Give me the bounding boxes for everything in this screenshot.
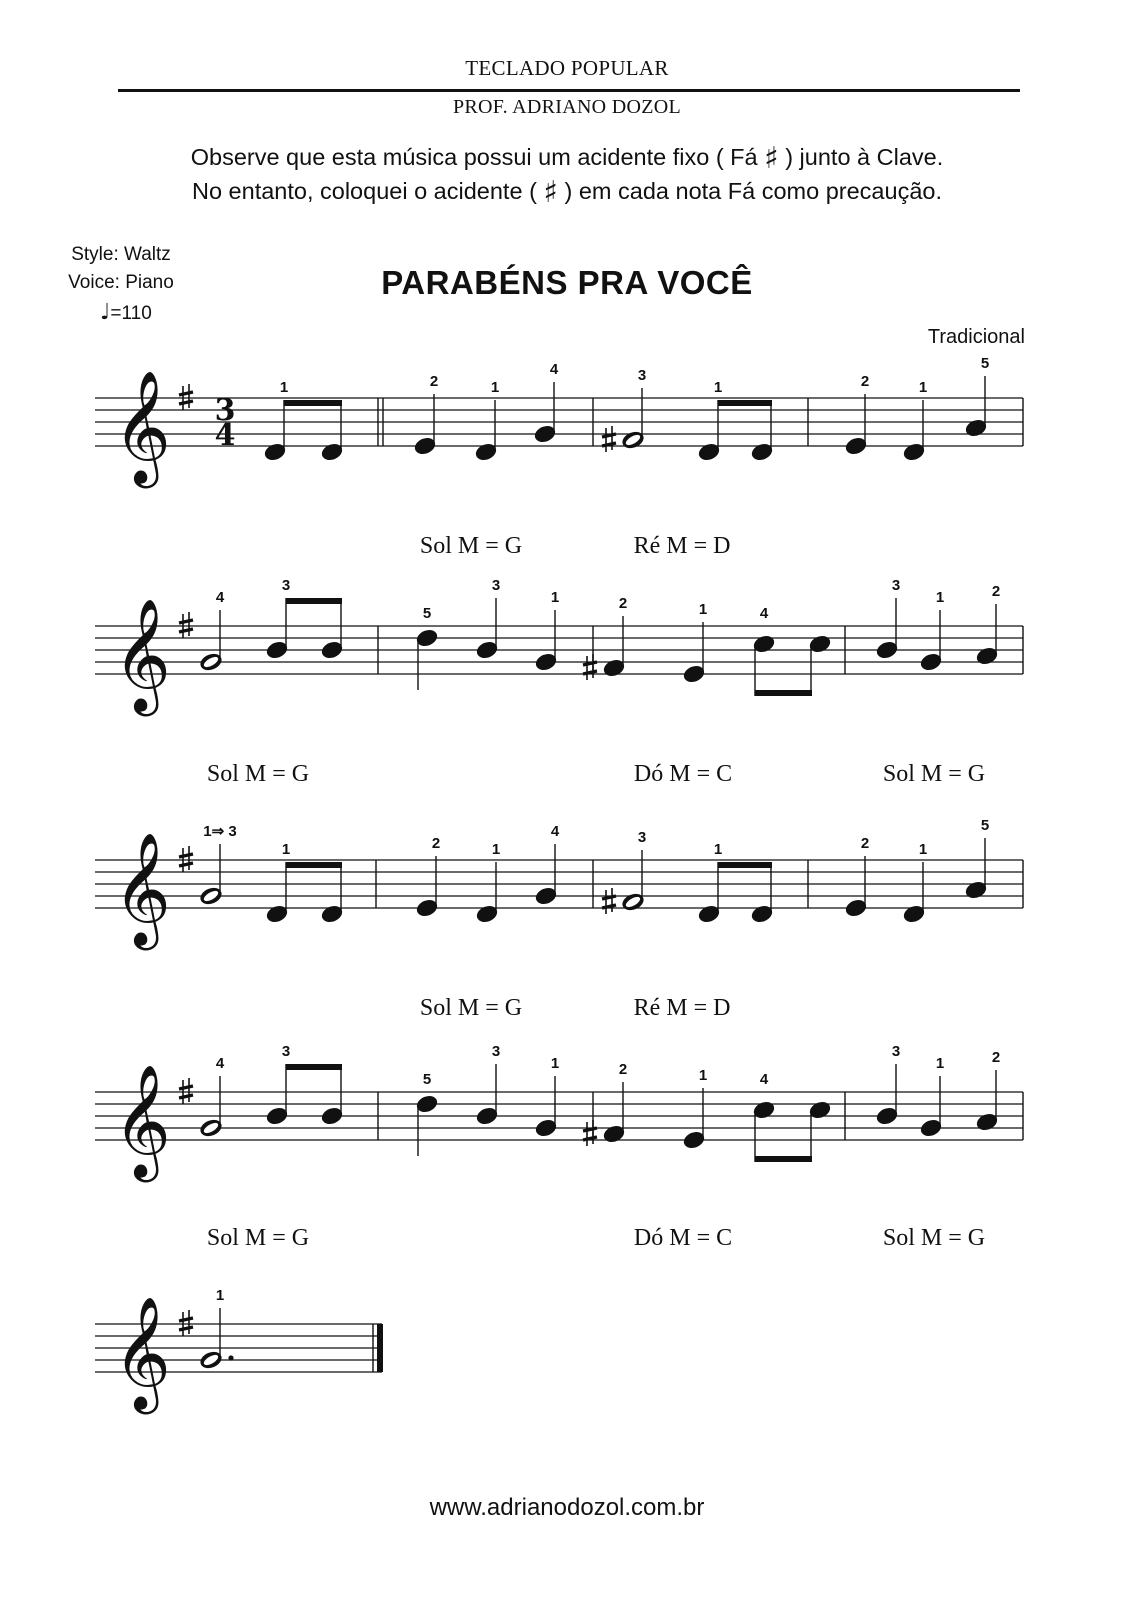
fingering-number: 3 xyxy=(491,577,501,594)
fingering-number: 4 xyxy=(215,1055,225,1072)
fingering-number: 5 xyxy=(422,1071,432,1088)
fingering-number: 2 xyxy=(860,373,870,390)
fingering-number: 2 xyxy=(991,1049,1001,1066)
fingering-number: 2 xyxy=(429,373,439,390)
fingering-number: 5 xyxy=(422,605,432,622)
website-url: www.adrianodozol.com.br xyxy=(429,1494,705,1521)
key-signature-sharp-icon xyxy=(179,1078,193,1104)
key-signature-sharp-icon xyxy=(179,846,193,872)
fingering-number: 2 xyxy=(991,583,1001,600)
fingering-number: 1 xyxy=(550,589,560,606)
accidental-sharp-icon xyxy=(602,888,616,914)
final-barline-thick xyxy=(377,1324,383,1372)
fingering-number: 3 xyxy=(491,1043,501,1060)
fingering-number: 1 xyxy=(698,1067,708,1084)
fingering-number: 2 xyxy=(618,595,628,612)
beam xyxy=(286,1064,342,1070)
chord-label: Sol M = G xyxy=(882,761,986,787)
accidental-sharp-icon xyxy=(602,426,616,452)
accidental-sharp-icon xyxy=(583,1120,597,1146)
treble-clef-icon: 𝄞 xyxy=(113,1064,171,1178)
time-signature-bottom: 4 xyxy=(214,418,236,453)
fingering-number: 4 xyxy=(759,605,769,622)
fingering-number: 1 xyxy=(918,379,928,396)
fingering-number: 4 xyxy=(759,1071,769,1088)
beam xyxy=(286,862,342,868)
fingering-number: 1 xyxy=(279,379,289,396)
fingering-number: 3 xyxy=(637,367,647,384)
fingering-number: 3 xyxy=(637,829,647,846)
fingering-number: 1 xyxy=(713,841,723,858)
key-signature-sharp-icon xyxy=(179,1310,193,1336)
treble-clef-icon: 𝄞 xyxy=(113,370,171,484)
fingering-number: 5 xyxy=(980,355,990,372)
treble-clef-icon: 𝄞 xyxy=(113,598,171,712)
accidental-sharp-icon xyxy=(583,654,597,680)
beam xyxy=(755,1156,812,1162)
voice-label: Voice: Piano xyxy=(68,272,174,293)
fingering-number: 3 xyxy=(281,577,291,594)
fingering-number: 1 xyxy=(918,841,928,858)
quarter-note-icon: ♩ xyxy=(100,300,111,325)
instruction-text: No entanto, coloquei o acidente ( xyxy=(191,178,544,204)
fingering-number: 4 xyxy=(549,361,559,378)
chord-label: Sol M = G xyxy=(419,533,523,559)
fingering-number: 1 xyxy=(713,379,723,396)
song-title: PARABÉNS PRA VOCÊ xyxy=(381,264,753,301)
professor-name: PROF. ADRIANO DOZOL xyxy=(452,96,681,118)
fingering-number: 1 xyxy=(491,841,501,858)
instruction-text: Observe que esta música possui um acidente fixo ( Fá xyxy=(190,144,765,170)
fingering-number: 1 xyxy=(935,1055,945,1072)
fingering-number: 3 xyxy=(891,1043,901,1060)
fingering-number: 4 xyxy=(550,823,560,840)
beam xyxy=(284,400,342,406)
fingering-number: 1 xyxy=(490,379,500,396)
time-signature-top: 3 xyxy=(214,393,236,428)
instruction-text: ) em cada nota Fá como precaução. xyxy=(557,178,942,204)
composer: Tradicional xyxy=(927,326,1025,348)
key-signature-sharp-icon xyxy=(179,384,193,410)
fingering-number: 1 xyxy=(215,1287,225,1304)
chord-label: Sol M = G xyxy=(882,1225,986,1251)
fingering-number: 1 xyxy=(698,601,708,618)
instruction-text: ) junto à Clave. xyxy=(778,144,944,170)
course-title: TECLADO POPULAR xyxy=(465,56,669,80)
chord-label: Sol M = G xyxy=(419,995,523,1021)
treble-clef-icon: 𝄞 xyxy=(113,832,171,946)
fingering-number: 2 xyxy=(860,835,870,852)
fingering-number: 3 xyxy=(281,1043,291,1060)
chord-label: Dó M = C xyxy=(633,761,733,787)
beam xyxy=(755,690,812,696)
beam xyxy=(718,862,772,868)
chord-label: Ré M = D xyxy=(633,995,731,1021)
sharp-icon: ♯ xyxy=(543,175,558,210)
style-label: Style: Waltz xyxy=(71,244,171,265)
treble-clef-icon: 𝄞 xyxy=(113,1296,171,1410)
key-signature-sharp-icon xyxy=(179,612,193,638)
chord-label: Dó M = C xyxy=(633,1225,733,1251)
fingering-number: 1 xyxy=(281,841,291,858)
chord-label: Sol M = G xyxy=(206,761,310,787)
chord-label: Ré M = D xyxy=(633,533,731,559)
fingering-number: 1 xyxy=(935,589,945,606)
fingering-number: 3 xyxy=(891,577,901,594)
fingering-number: 1 xyxy=(550,1055,560,1072)
sharp-icon: ♯ xyxy=(764,141,779,176)
dot xyxy=(228,1355,233,1360)
beam xyxy=(286,598,342,604)
fingering-number: 2 xyxy=(431,835,441,852)
fingering-number: 5 xyxy=(980,817,990,834)
fingering-number: 1⇒ 3 xyxy=(203,823,237,840)
chord-label: Sol M = G xyxy=(206,1225,310,1251)
tempo-value: =110 xyxy=(110,303,152,324)
fingering-number: 4 xyxy=(215,589,225,606)
fingering-number: 2 xyxy=(618,1061,628,1078)
beam xyxy=(718,400,772,406)
